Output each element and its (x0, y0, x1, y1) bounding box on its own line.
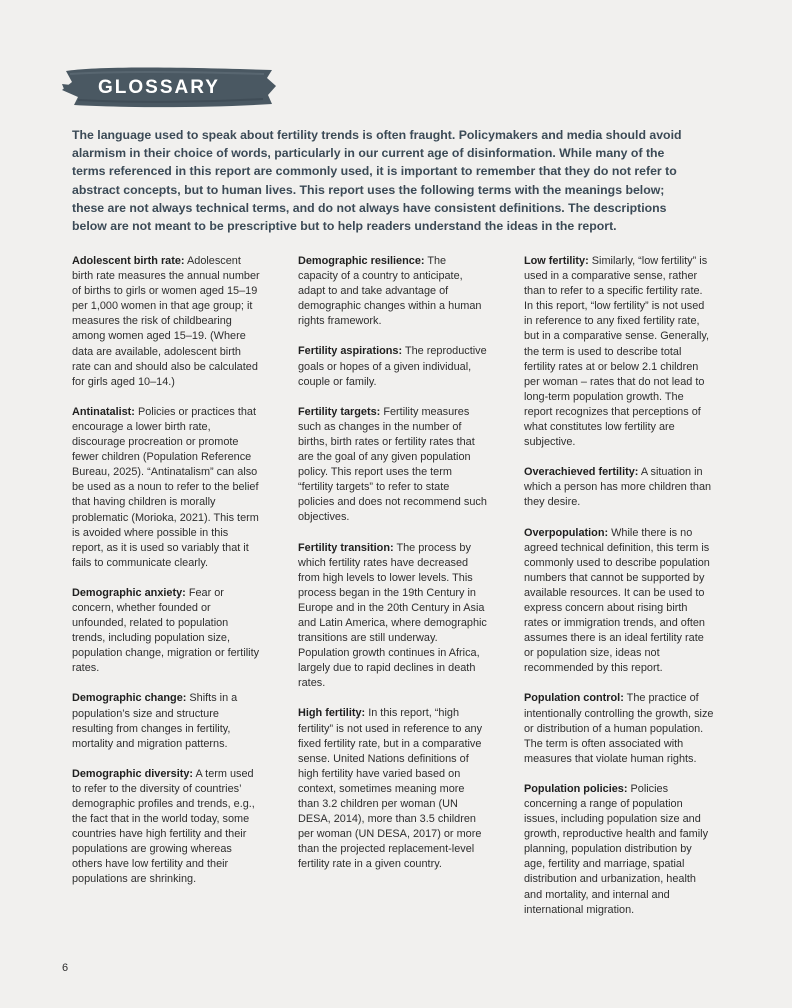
glossary-term: High fertility: (298, 707, 366, 720)
glossary-definition: Fertility measures such as changes in the number of births, birth rates or fertility rates that are the goal of any given population policy. This report uses the term “fertility targets” to refer to state policies and does not recommend such objectives. (298, 405, 487, 524)
glossary-term: Demographic diversity: (72, 767, 194, 780)
glossary-term: Demographic change: (72, 692, 187, 705)
glossary-entry (298, 541, 488, 692)
glossary-definition: Policies or practices that encourage a lower birth rate, discourage procreation or promote fewer children (Population Reference Bureau, 2025). “Antinatalism” can also be used as a noun to refer to the belief that having children is morally problematic (Morioka, 2021). This term is avoided where possible in this report, as it is used so variably that it fails to communicate clearly. (72, 405, 259, 569)
glossary-entry (524, 254, 714, 450)
glossary-definition: Similarly, “low fertility” is used in a comparative sense, rather than to refer to a specific fertility rate. In this report, “low fertility” is not used in reference to any fixed fertility rate, but in a comparative sense. Generally, the term is used to describe total fertility rates at or below 2.1 children per woman – rates that do not lead to long-term population growth. The report recognizes that perceptions of what constitutes low fertility are subjective. (524, 255, 710, 449)
glossary-entry (72, 767, 262, 888)
page-number: 6 (62, 962, 69, 974)
glossary-definition: A situation in which a person has more children than they desire. (524, 466, 712, 509)
glossary-term: Demographic resilience: (298, 255, 425, 267)
glossary-term: Overpopulation: (524, 526, 609, 539)
glossary-term: Population control: (524, 692, 624, 705)
glossary-term: Low fertility: (524, 255, 589, 267)
glossary-definition: Fear or concern, whether founded or unfounded, related to population trends, including population size, population change, migration or fertility rates. (72, 586, 260, 675)
glossary-term: Antinatalist: (72, 405, 135, 418)
glossary-term: Fertility transition: (298, 541, 394, 554)
glossary-definition: In this report, “high fertility” is not used in reference to any fixed fertility rate, but in a comparative sense. United Nations definitions of high fertility have varied based on context, sometimes meaning more than 3.2 children per woman (UN DESA, 2014), more than 3.5 children per woman (UN DESA, 2017) or more than the projected replacement-level fertility rate in a given country. (298, 707, 483, 871)
glossary-entry (524, 465, 714, 510)
glossary-definition: The reproductive goals or hopes of a given individual, couple or family. (298, 345, 487, 388)
glossary-entry (298, 405, 488, 526)
glossary-term: Adolescent birth rate: (72, 255, 185, 267)
glossary-term: Fertility aspirations: (298, 345, 403, 358)
glossary-column-2 (298, 254, 488, 887)
glossary-entry (524, 526, 714, 677)
glossary-term: Demographic anxiety: (72, 586, 186, 599)
glossary-definition: The capacity of a country to anticipate, adapt to and take advantage of demographic changes within a human rights framework. (298, 255, 482, 328)
glossary-definition: Shifts in a population’s size and structure resulting from changes in fertility, mortality and migration patterns. (72, 692, 238, 750)
glossary-definition: Policies concerning a range of population issues, including population size and growth, reproductive health and family planning, population distribution by age, fertility and marriage, spatial distribution and urbanization, health and mortality, and internal and international migration. (524, 782, 709, 916)
glossary-entry (72, 691, 262, 751)
glossary-entry (72, 586, 262, 677)
glossary-column-3 (524, 254, 714, 933)
glossary-entry (524, 691, 714, 766)
glossary-entry (298, 344, 488, 389)
glossary-entry (298, 706, 488, 872)
glossary-definition: While there is no agreed technical definition, this term is commonly used to describe population numbers that cannot be supported by available resources. It can be used to express concern about rising birth rates or immigration trends, and often assumes there is an ideal fertility rate or population size, ideas not recommended by this report. (524, 526, 710, 675)
glossary-definition: A term used to refer to the diversity of countries’ demographic profiles and trends, e.g., the fact that in the world today, some countries have high fertility and their populations are growing whereas others have low fertility and their populations are shrinking. (72, 767, 255, 886)
glossary-title: GLOSSARY (98, 77, 220, 98)
glossary-definition: Adolescent birth rate measures the annual number of births to girls or women aged 15–19 per 1,000 women in that age group; it measures the risk of childbearing among women aged 15–19. (Where data are available, adolescent birth rate can and should also be calculated for girls aged 10–14.) (72, 255, 260, 388)
glossary-term: Fertility targets: (298, 405, 381, 418)
intro-paragraph: The language used to speak about fertility trends is often fraught. Policymakers and media should avoid alarmism in their choice of words, particularly in our current age of disinformation. While many of the terms referenced in this report are commonly used, it is important to remember that they do not refer to abstract concepts, but to human lives. This report uses the following terms with the meanings below; these are not always technical terms, and do not always have consistent definitions. The descriptions below are not meant to be prescriptive but to help readers understand the ideas in the report. (72, 128, 682, 234)
glossary-entry (72, 405, 262, 571)
glossary-entry (524, 782, 714, 918)
glossary-column-1 (72, 254, 262, 903)
glossary-definition: The practice of intentionally controlling the growth, size or distribution of a human population. The term is often associated with measures that violate human rights. (524, 692, 714, 765)
glossary-entry (72, 254, 262, 390)
glossary-term: Population policies: (524, 782, 628, 795)
glossary-term: Overachieved fertility: (524, 466, 639, 479)
glossary-definition: The process by which fertility rates have decreased from high levels to lower levels. This process began in the 19th Century in Europe and in the 20th Century in Asia and Latin America, where demographic transitions are still underway. Population growth continues in Africa, largely due to rapid declines in death rates. (298, 541, 487, 690)
glossary-entry (298, 254, 488, 329)
glossary-banner (58, 64, 278, 110)
